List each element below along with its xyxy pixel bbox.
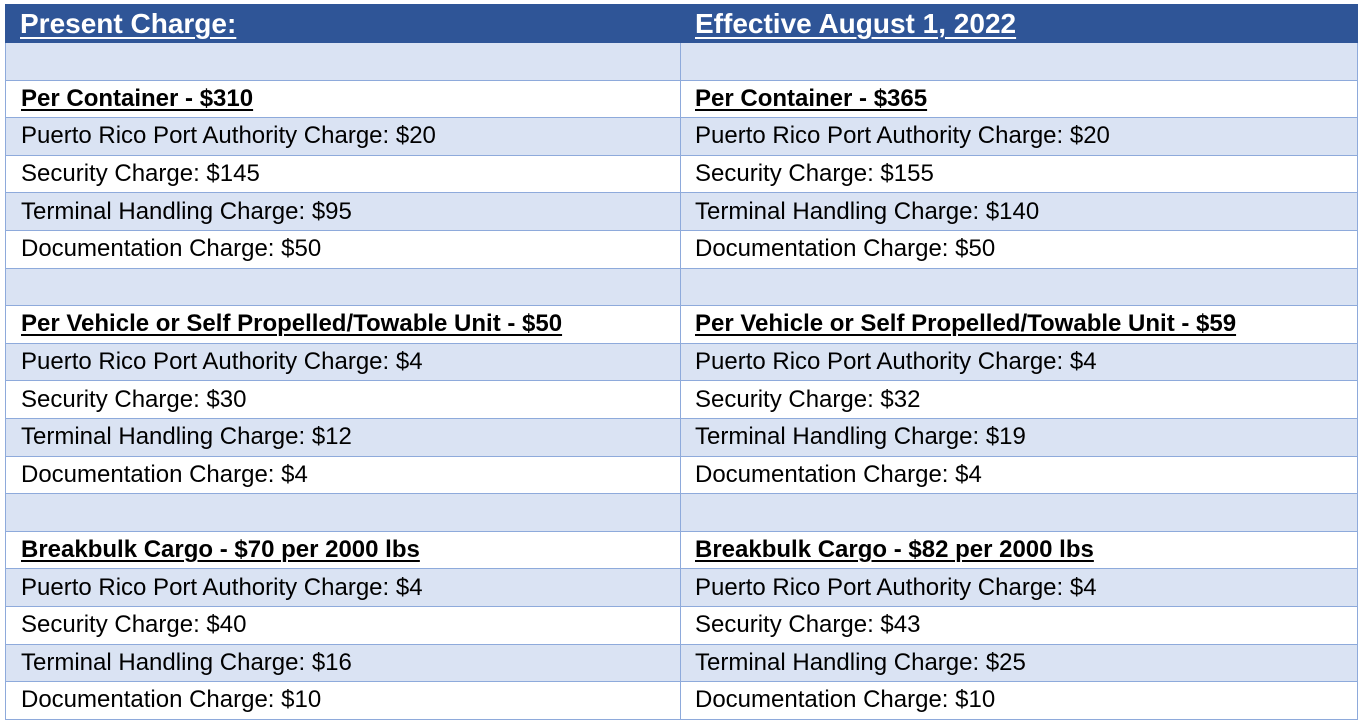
present-charge-cell: Security Charge: $145 (5, 156, 681, 194)
charge-row (5, 381, 1358, 419)
present-charge-cell: Puerto Rico Port Authority Charge: $4 (5, 344, 681, 382)
present-charge-cell: Security Charge: $40 (5, 607, 681, 645)
effective-charge-cell: Security Charge: $32 (681, 381, 1358, 419)
effective-charge-cell: Documentation Charge: $10 (681, 682, 1358, 720)
present-charge-cell: Documentation Charge: $50 (5, 231, 681, 269)
present-section-title: Per Container - $310 (5, 81, 681, 119)
present-charge-cell: Documentation Charge: $4 (5, 457, 681, 495)
spacer-cell (5, 43, 681, 81)
section-title-row (5, 532, 1358, 570)
charge-row (5, 569, 1358, 607)
present-section-title: Per Vehicle or Self Propelled/Towable Unit - $50 (5, 306, 681, 344)
effective-date-heading: Effective August 1, 2022 (695, 7, 1017, 39)
effective-charge-cell: Puerto Rico Port Authority Charge: $20 (681, 118, 1358, 156)
spacer-row (5, 269, 1358, 307)
charge-row (5, 156, 1358, 194)
present-charge-cell: Puerto Rico Port Authority Charge: $4 (5, 569, 681, 607)
charge-row (5, 682, 1358, 720)
effective-charge-cell: Security Charge: $43 (681, 607, 1358, 645)
effective-section-title: Per Container - $365 (681, 81, 1358, 119)
effective-charge-cell: Documentation Charge: $4 (681, 457, 1358, 495)
table-header-row (5, 4, 1358, 43)
effective-charge-cell: Terminal Handling Charge: $140 (681, 193, 1358, 231)
charge-row (5, 344, 1358, 382)
present-charge-cell: Documentation Charge: $10 (5, 682, 681, 720)
charge-row (5, 118, 1358, 156)
effective-charge-cell: Puerto Rico Port Authority Charge: $4 (681, 569, 1358, 607)
charge-row (5, 645, 1358, 683)
present-charge-cell: Terminal Handling Charge: $12 (5, 419, 681, 457)
present-charge-cell: Terminal Handling Charge: $16 (5, 645, 681, 683)
spacer-cell (681, 43, 1358, 81)
present-charge-heading: Present Charge: (20, 7, 237, 39)
spacer-cell (681, 494, 1358, 532)
spacer-cell (5, 494, 681, 532)
charge-row (5, 607, 1358, 645)
section-title-row (5, 81, 1358, 119)
spacer-cell (5, 269, 681, 307)
spacer-cell (681, 269, 1358, 307)
present-charge-cell: Puerto Rico Port Authority Charge: $20 (5, 118, 681, 156)
present-charge-cell: Terminal Handling Charge: $95 (5, 193, 681, 231)
effective-section-title: Per Vehicle or Self Propelled/Towable Unit - $59 (681, 306, 1358, 344)
section-title-row (5, 306, 1358, 344)
effective-charge-cell: Puerto Rico Port Authority Charge: $4 (681, 344, 1358, 382)
effective-section-title: Breakbulk Cargo - $82 per 2000 lbs (681, 532, 1358, 570)
effective-charge-cell: Terminal Handling Charge: $25 (681, 645, 1358, 683)
charges-table (5, 4, 1358, 720)
present-charge-cell: Security Charge: $30 (5, 381, 681, 419)
charge-row (5, 457, 1358, 495)
effective-charge-cell: Documentation Charge: $50 (681, 231, 1358, 269)
charge-row (5, 419, 1358, 457)
effective-charge-cell: Security Charge: $155 (681, 156, 1358, 194)
present-section-title: Breakbulk Cargo - $70 per 2000 lbs (5, 532, 681, 570)
spacer-row (5, 43, 1358, 81)
charge-row (5, 231, 1358, 269)
charge-row (5, 193, 1358, 231)
spacer-row (5, 494, 1358, 532)
effective-charge-cell: Terminal Handling Charge: $19 (681, 419, 1358, 457)
